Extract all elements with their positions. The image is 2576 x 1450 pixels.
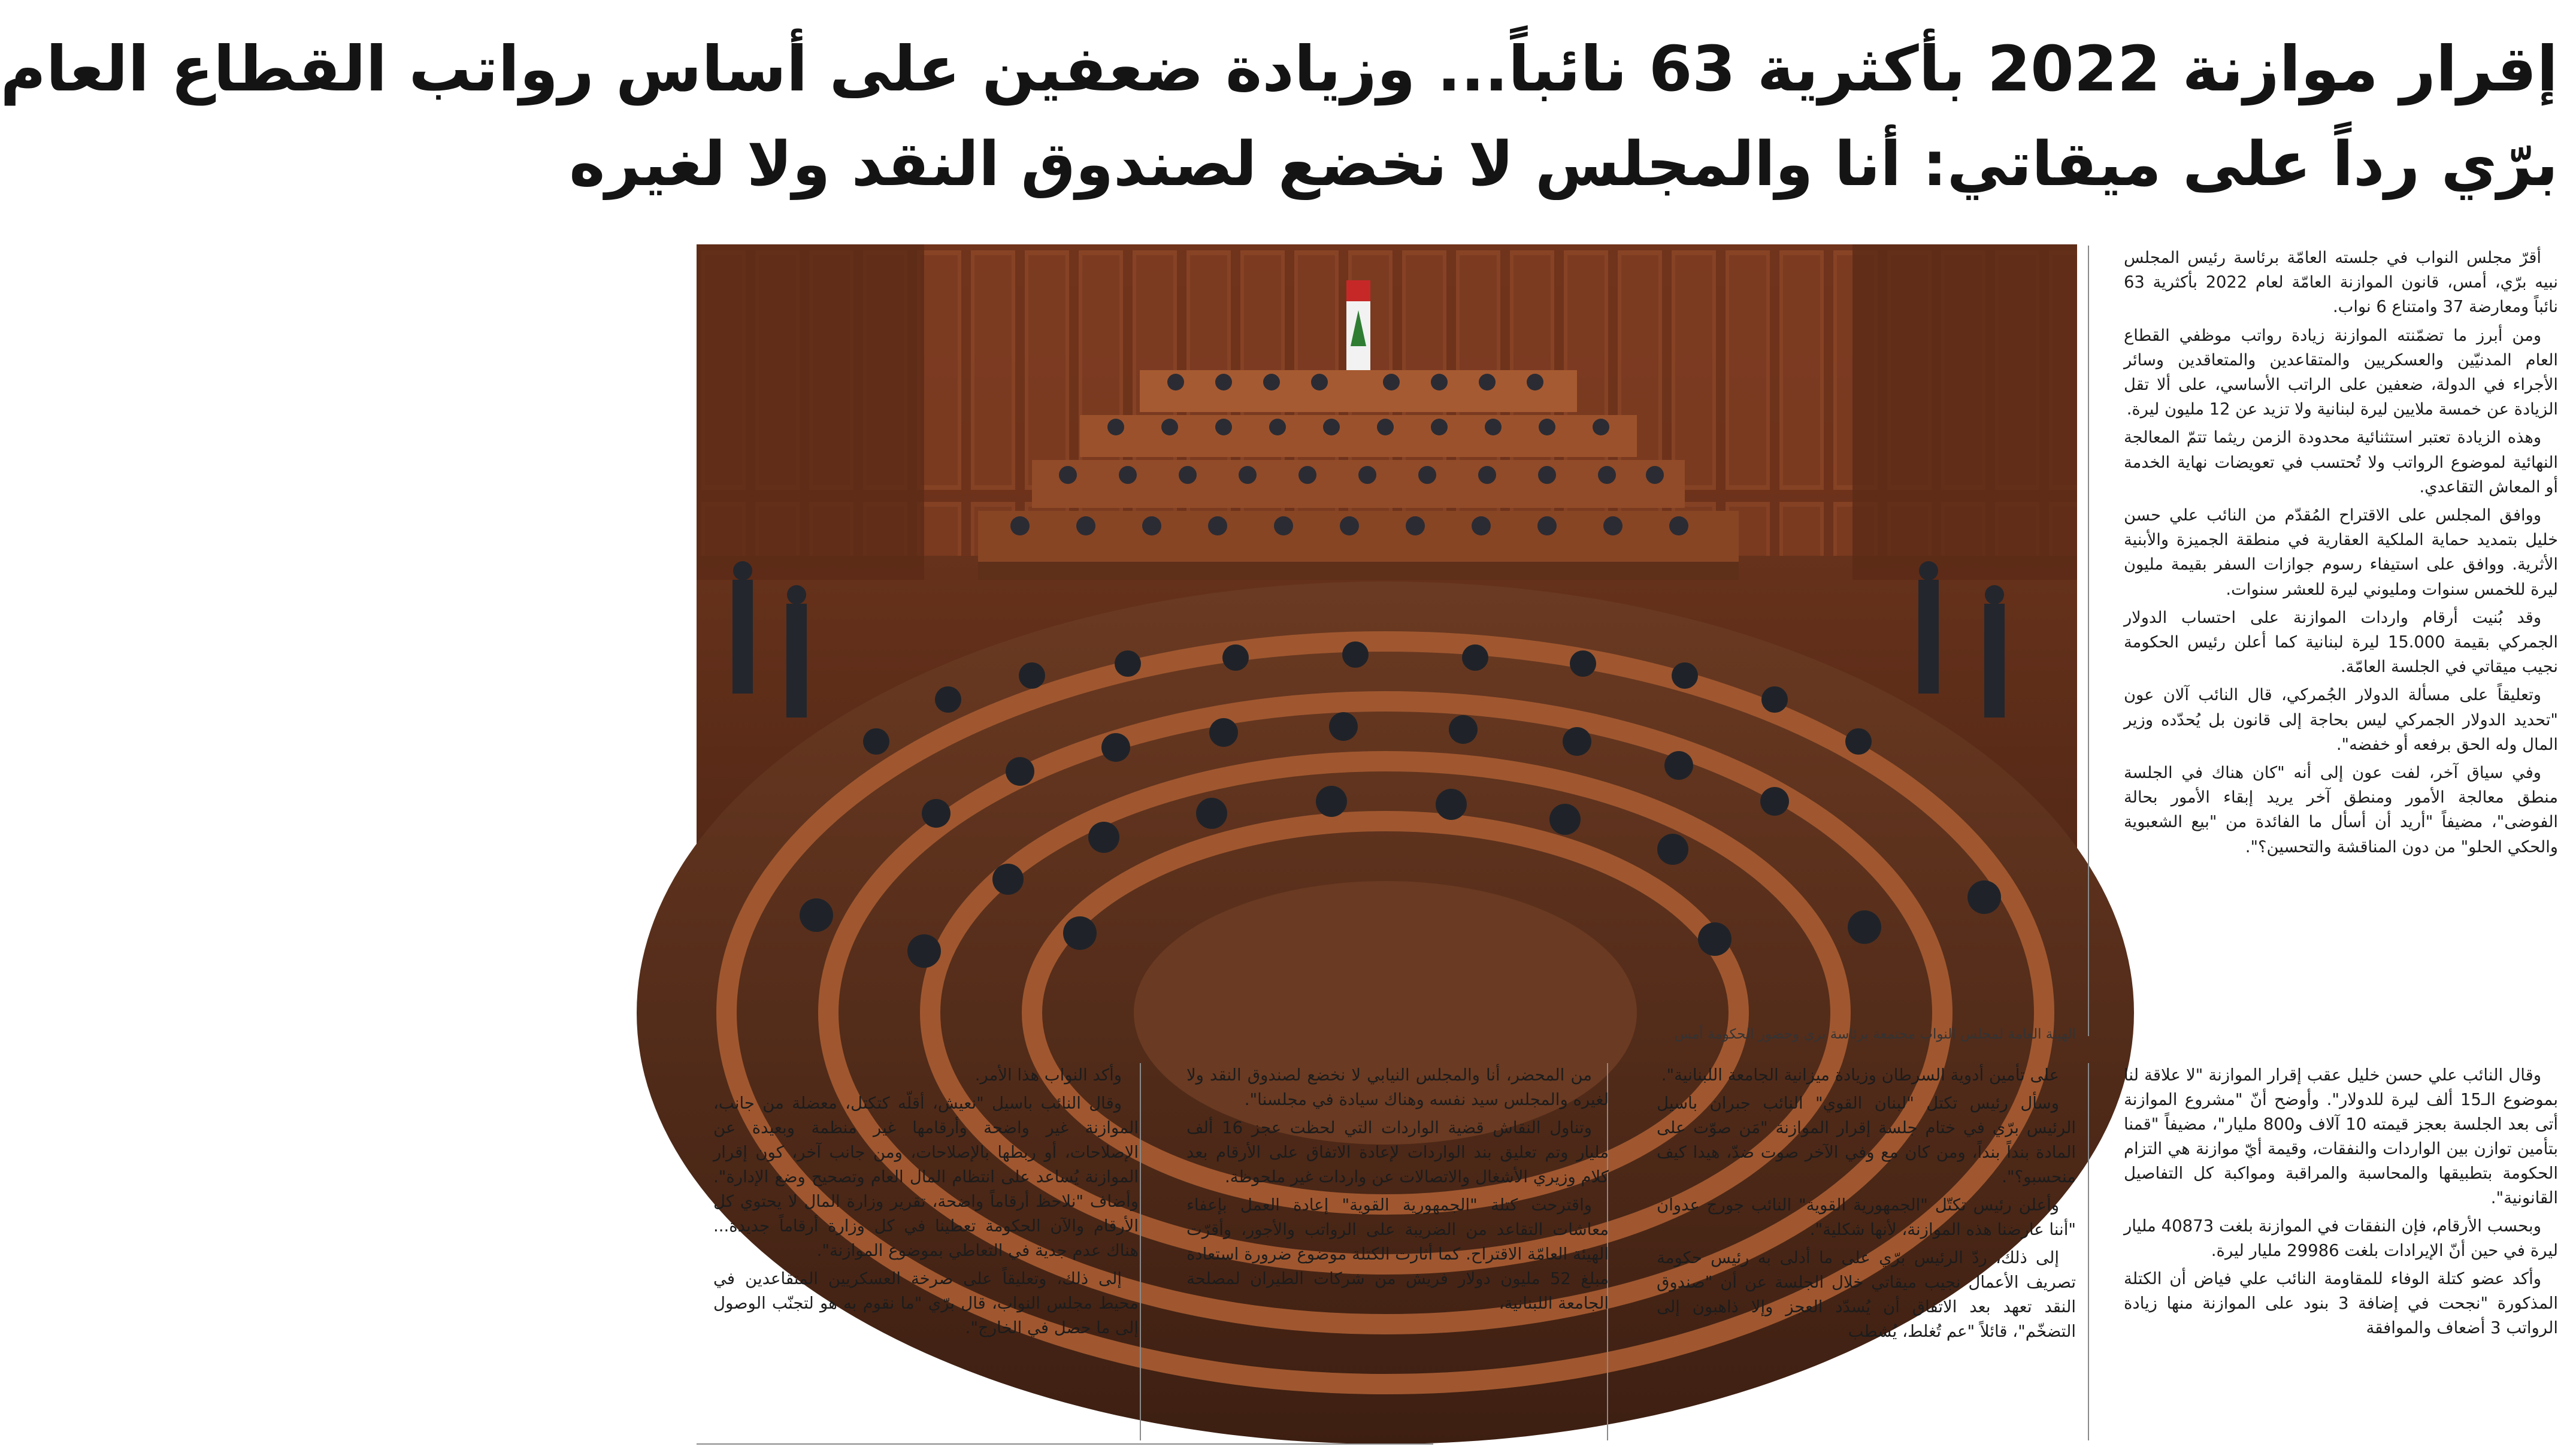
headline-secondary: برّي رداً على ميقاتي: أنا والمجلس لا نخضع لصندوق النقد ولا لغيره bbox=[569, 129, 2558, 200]
lead-paragraph: أقرّ مجلس النواب في جلسته العامّة برئاسة رئيس المجلس نبيه برّي، أمس، قانون الموازنة العامّة لعام 2022 بأكثرية 63 نائباً ومعارضة 37 وامتناع 6 نواب. bbox=[2124, 249, 2558, 317]
column-divider bbox=[1140, 1063, 1141, 1440]
parliament-hall-illustration bbox=[697, 244, 2077, 1013]
article-column-1 bbox=[2124, 1063, 2558, 1440]
lead-paragraph: وتعليقاً على مسألة الدولار الجُمركي، قال النائب آلان عون "تحديد الدولار الجمركي ليس بحاجة إلى قانون بل يُحدّده وزير المال وله الحق برفعه أو خفضه". bbox=[2124, 686, 2558, 754]
article-paragraph: وأعلن رئيس تكتّل "الجمهورية القوية" النائب جورج عدوان "أننا عارضنا هذه الموازنة، لأنها شكلية". bbox=[1657, 1195, 2076, 1239]
article-column-2 bbox=[1657, 1063, 2076, 1440]
article-paragraph: وبحسب الأرقام، فإن النفقات في الموازنة بلغت 40873 مليار ليرة في حين أنّ الإيرادات بلغت 29986 مليار ليرة. bbox=[2124, 1216, 2558, 1260]
article-paragraph: وتناول النقاش قضية الواردات التي لحظت عجز 16 ألف مليار وتم تعليق بند الواردات لإعادة الاتفاق على الأرقام بعد كلام وزيري الأشغال والاتصالات عن واردات غير ملحوظة. bbox=[1186, 1118, 1609, 1186]
article-column-3 bbox=[1186, 1063, 1609, 1440]
article-paragraph: وقال النائب باسيل "نعيش، أقلّه كتكتل، معضلة من جانب، الموازنة غير واضحة وأرقامها غير منظمة وبعيدة عن الإصلاحات، أو ربطها بالإصلاحات، ومن جانب آخر، كون إقرار الموازنة يُساعد على انتظام المال العام وتصحيح وضع الإدارة". وأضاف "نلاحظ أرقاماً واضحة، تقرير وزارة المال لا يحتوي كل الأرقام والآن الحكومة تعطينا في كل وزارة أرقاماً جديدة... هناك عدم جدية في التعاطي بموضوع الموازنة". bbox=[713, 1094, 1139, 1260]
article-paragraph: وسأل رئيس تكتل "لبنان القوي" النائب جبران باسيل الرئيس برّي في ختام جلسة إقرار الموازنة "مَن صوّت على المادة بنداً بنداً، ومن كان مع وفي الآخر صوت ضدّ، هيدا كيف منحسبو؟". bbox=[1657, 1094, 2076, 1186]
article-paragraph: وأكد عضو كتلة الوفاء للمقاومة النائب علي فياض أن الكتلة المذكورة "نجحت في إضافة 3 بنود على الموازنة منها زيادة الرواتب 3 أضعاف والموافقة bbox=[2124, 1269, 2558, 1337]
headline-main: إقرار موازنة 2022 بأكثرية 63 نائباً... وزيادة ضعفين على أساس رواتب القطاع العام bbox=[0, 32, 2558, 105]
column-divider bbox=[2088, 246, 2089, 1036]
lead-article-column bbox=[2124, 246, 2558, 1036]
bottom-rule bbox=[697, 1443, 1433, 1445]
parliament-session-photo bbox=[697, 244, 2077, 1013]
lead-paragraph: ومن أبرز ما تضمّنته الموازنة زيادة رواتب موظفي القطاع العام المدنيّين والعسكريين والمتقاعدين والمتعاقدين وسائر الأجراء في الدولة، ضعفين على الراتب الأساسي، على ألا تقل الزيادة عن خمسة ملايين ليرة لبنانية ولا تزيد عن 12 مليون ليرة. bbox=[2124, 326, 2558, 419]
article-paragraph: إلى ذلك، ردّ الرئيس برّي على ما أدلى به رئيس حكومة تصريف الأعمال نجيب ميقاتي خلال الجلسة عن أن "صندوق النقد تعهد بعد الاتفاق أن يُسدّد العجز وإلا ذاهبون إلى التضخّم"، قائلاً "عم تُغلط، يُشطب bbox=[1657, 1248, 2076, 1341]
article-paragraph: على تأمين أدوية السرطان وزيادة ميزانية الجامعة اللبنانية". bbox=[1661, 1065, 2059, 1085]
article-paragraph: من المحضر، أنا والمجلس النيابي لا نخضع لصندوق النقد ولا لغيره والمجلس سيد نفسه وهناك سيادة في مجلسنا". bbox=[1186, 1065, 1609, 1109]
lead-paragraph: وقد بُنيت أرقام واردات الموازنة على احتساب الدولار الجمركي بقيمة 15.000 ليرة لبنانية كما أعلن رئيس الحكومة نجيب ميقاتي في الجلسة العامّة. bbox=[2124, 608, 2558, 677]
lead-paragraph: ووافق المجلس على الاقتراح المُقدّم من النائب علي حسن خليل بتمديد حماية الملكية العقارية في منطقة الجميزة والأبنية الأثرية. ووافق على استيفاء رسوم جوازات السفر بقيمة مليون ليرة للخمس سنوات ومليوني ليرة للعشر سنوات. bbox=[2124, 506, 2558, 599]
photo-caption: الهيئة العامة لمجلس النواب مجتمعة برئاسة بري وحضور الحكومة أمس bbox=[1674, 1027, 2076, 1042]
lead-paragraph: وفي سياق آخر، لفت عون إلى أنه "كان هناك في الجلسة منطق معالجة الأمور ومنطق آخر يريد إبقاء الأمور بحالة الفوضى"، مضيفاً "أريد أن أسأل ما الفائدة من "بيع الشعبوية والحكي الحلو" من دون المناقشة والتحسين؟". bbox=[2124, 764, 2558, 856]
article-column-4 bbox=[713, 1063, 1139, 1440]
article-paragraph: إلى ذلك، وتعليقاً على صرخة العسكريين المتقاعدين في محيط مجلس النواب، قال برّي "ما نقوم به هو لتجنّب الوصول إلى ما حصل في الخارج". bbox=[713, 1269, 1139, 1337]
column-divider bbox=[2088, 1063, 2089, 1440]
article-paragraph: وقال النائب علي حسن خليل عقب إقرار الموازنة "لا علاقة لنا بموضوع الـ15 ألف ليرة للدولار". وأوضح أنّ "مشروع الموازنة أتى بعد الجلسة بعجز قيمته 10 آلاف و800 مليار"، مضيفاً "قمنا بتأمين توازن بين الواردات والنفقات، وقيمة أيّ موازنة هي التزام الحكومة بتطبيقها والمحاسبة والمراقبة ومواكبة كل التفاصيل القانونية". bbox=[2124, 1065, 2558, 1207]
lead-paragraph: وهذه الزيادة تعتبر استثنائية محدودة الزمن ريثما تتمّ المعالجة النهائية لموضوع الرواتب ولا تُحتسب في تعويضات نهاية الخدمة أو المعاش التقاعدي. bbox=[2124, 428, 2558, 497]
article-paragraph: واقترحت كتلة "الجمهورية القوية" إعادة العمل بإعفاء معاشات التقاعد من الضريبة على الرواتب والأجور، وأقرّت الهيئة العامّة الاقتراح. كما أثارت الكتلة موضوع ضرورة استعادة مبلغ 52 مليون دولار فريش من شركات الطيران لمصلحة الجامعة اللبنانية، bbox=[1186, 1195, 1609, 1313]
article-paragraph: وأكد النواب هذا الأمر. bbox=[974, 1065, 1122, 1085]
